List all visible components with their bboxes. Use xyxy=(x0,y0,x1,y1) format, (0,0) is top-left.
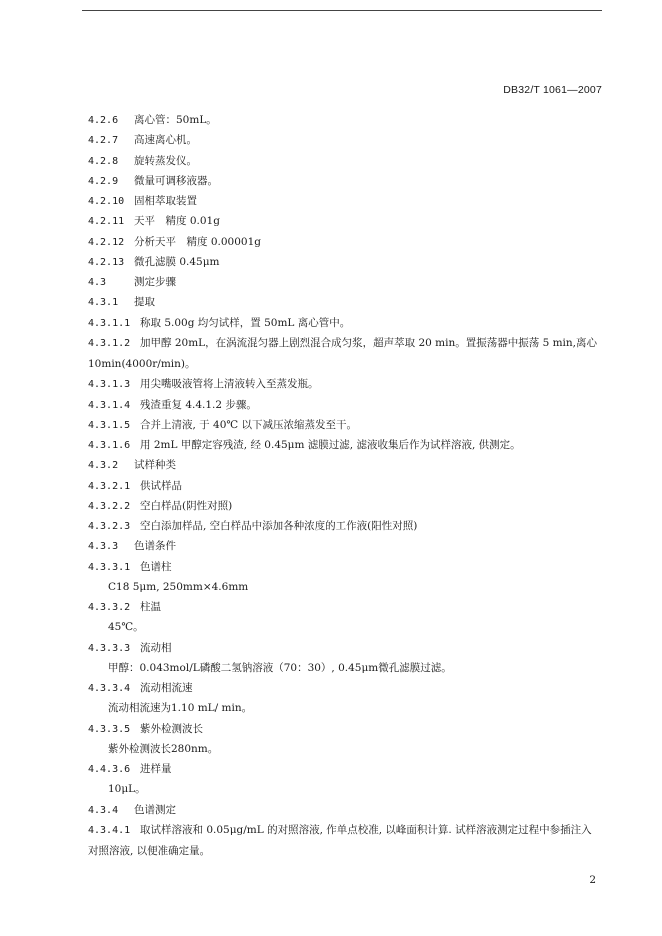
clause-number: 4.2.12 xyxy=(88,236,125,248)
clause-text: 用尖嘴吸液管将上清液转入至蒸发瓶。 xyxy=(140,378,319,391)
clause-number: 4.2.6 xyxy=(88,115,119,126)
clause-4-3-3-4 xyxy=(88,678,602,698)
clause-number: 4.3.1.1 xyxy=(88,317,131,329)
clause-number: 4.3.1.2 xyxy=(88,337,131,349)
clause-text: 流动相流速 xyxy=(140,682,193,694)
clause-number: 4.2.8 xyxy=(88,155,119,167)
clause-number: 4.3.3.1 xyxy=(88,561,131,573)
clause-text: 取试样溶液和 0.05μg/mL 的对照溶液, 作单点校准, 以峰面积计算. 试样溶液测定过程中参插注入对照溶液, 以便准确定量。 xyxy=(88,823,592,857)
clause-number: 4.3.1.3 xyxy=(88,379,131,391)
clause-4-2-13 xyxy=(88,252,602,272)
clause-text: 空白添加样品, 空白样品中添加各种浓度的工作液(阳性对照) xyxy=(140,520,418,532)
clause-4-3-2-1 xyxy=(88,476,602,496)
clause-4-2-11 xyxy=(88,211,602,231)
clause-number: 4.2.7 xyxy=(88,135,119,147)
clause-text: 流动相 xyxy=(140,641,172,654)
clause-text: 柱温 xyxy=(140,601,161,613)
top-rule xyxy=(82,10,602,11)
clause-text: 提取 xyxy=(134,296,155,309)
clause-number: 4.3.1 xyxy=(88,297,119,309)
clause-text: 紫外检测波长 xyxy=(140,722,203,735)
clause-number: 4.3.2 xyxy=(88,460,119,472)
clause-number: 4.3.2.1 xyxy=(88,480,131,492)
doc-code-header: DB32/T 1061—2007 xyxy=(503,84,602,96)
clause-text: 45℃。 xyxy=(108,621,144,634)
clause-detail xyxy=(88,577,602,597)
clause-4-3-1-2 xyxy=(88,333,602,375)
clause-text: 试样种类 xyxy=(134,459,176,472)
clause-detail xyxy=(88,698,602,718)
clause-4-3-1-5 xyxy=(88,415,602,435)
clause-4-2-9 xyxy=(88,171,602,191)
page-number: 2 xyxy=(589,874,596,886)
clause-number: 4.3.4 xyxy=(88,804,119,816)
clause-text: 高速离心机。 xyxy=(134,134,197,147)
clause-4-3-3-2 xyxy=(88,597,602,617)
clause-text: 色谱柱 xyxy=(140,560,172,573)
clause-4-3-1-6 xyxy=(88,435,602,455)
clause-number: 4.3.2.3 xyxy=(88,521,131,532)
clause-text: 微孔滤膜 0.45μm xyxy=(134,255,220,268)
clause-4-2-10 xyxy=(88,191,602,211)
clause-text: 流动相流速为1.10 mL/ min。 xyxy=(108,702,253,715)
clause-4-3-4-1 xyxy=(88,820,602,862)
clause-number: 4.2.13 xyxy=(88,256,125,268)
clause-4-3-3-1 xyxy=(88,557,602,577)
clause-number: 4.2.9 xyxy=(88,175,119,187)
clause-4-3-3-3 xyxy=(88,638,602,658)
clause-4-3-3 xyxy=(88,536,602,556)
clause-detail xyxy=(88,779,602,799)
clause-text: 甲醇：0.043mol/L磷酸二氢钠溶液（70：30）, 0.45μm微孔滤膜过滤。 xyxy=(108,661,452,674)
clause-number: 4.3 xyxy=(88,277,107,288)
clause-number: 4.3.3.3 xyxy=(88,642,131,654)
clause-text: 进样量 xyxy=(140,763,172,775)
clause-text: C18 5μm, 250mm×4.6mm xyxy=(108,580,249,593)
clause-text: 分析天平 精度 0.00001g xyxy=(134,235,261,248)
clause-text: 色谱测定 xyxy=(134,803,176,816)
clause-number: 4.3.1.4 xyxy=(88,399,131,411)
clause-text: 天平 精度 0.01g xyxy=(134,215,220,228)
clause-number: 4.3.3.5 xyxy=(88,723,131,735)
clause-4-3-2-2 xyxy=(88,496,602,516)
clause-4-3-2 xyxy=(88,455,602,475)
clause-text: 加甲醇 20mL，在涡流混匀器上剧烈混合成匀浆，超声萃取 20 min。置振荡器中振荡 5 min,离心 10min(4000r/min)。 xyxy=(88,336,598,370)
clause-number: 4.3.3.2 xyxy=(88,602,131,613)
clause-number: 4.3.1.5 xyxy=(88,419,131,431)
clause-text: 离心管：50mL。 xyxy=(134,114,217,126)
clause-number: 4.3.3 xyxy=(88,541,119,553)
clause-4-4-3-6 xyxy=(88,759,602,779)
clause-detail xyxy=(88,739,602,759)
clause-4-3-1-1 xyxy=(88,313,602,333)
clause-text: 残渣重复 4.4.1.2 步骤。 xyxy=(140,398,257,411)
clause-text: 测定步骤 xyxy=(134,276,176,288)
clause-text: 空白样品(阴性对照) xyxy=(140,499,233,512)
clause-text: 供试样品 xyxy=(140,479,182,492)
clause-4-3-1 xyxy=(88,292,602,312)
clause-number: 4.3.2.2 xyxy=(88,500,131,512)
clause-text: 合并上清液, 于 40℃ 以下减压浓缩蒸发至干。 xyxy=(140,418,357,431)
clause-text: 紫外检测波长280nm。 xyxy=(108,742,219,755)
clause-number: 4.2.10 xyxy=(88,196,125,207)
clause-text: 固相萃取装置 xyxy=(134,195,197,207)
clause-number: 4.3.3.4 xyxy=(88,683,131,694)
clause-number: 4.3.4.1 xyxy=(88,824,131,836)
clause-number: 4.3.1.6 xyxy=(88,440,131,451)
clause-text: 微量可调移液器。 xyxy=(134,174,218,187)
clause-4-2-6 xyxy=(88,110,602,130)
clause-4-2-8 xyxy=(88,151,602,171)
clause-text: 用 2mL 甲醇定容残渣, 经 0.45μm 滤膜过滤, 滤液收集后作为试样溶液, 供测定。 xyxy=(140,439,521,451)
clause-4-3-3-5 xyxy=(88,719,602,739)
clause-4-3-2-3 xyxy=(88,516,602,536)
clause-4-3-1-3 xyxy=(88,374,602,394)
clause-4-3-1-4 xyxy=(88,395,602,415)
clause-4-2-12 xyxy=(88,232,602,252)
clause-detail xyxy=(88,617,602,637)
clause-text: 旋转蒸发仪。 xyxy=(134,154,197,167)
clause-4-3 xyxy=(88,272,602,292)
clause-4-2-7 xyxy=(88,130,602,150)
clause-text: 10μL。 xyxy=(108,783,146,796)
clause-text: 色谱条件 xyxy=(134,540,176,553)
document-body xyxy=(88,110,602,861)
clause-number: 4.4.3.6 xyxy=(88,764,131,775)
clause-detail xyxy=(88,658,602,678)
clause-number: 4.2.11 xyxy=(88,216,125,228)
clause-4-3-4 xyxy=(88,800,602,820)
clause-text: 称取 5.00g 均匀试样，置 50mL 离心管中。 xyxy=(140,316,351,329)
